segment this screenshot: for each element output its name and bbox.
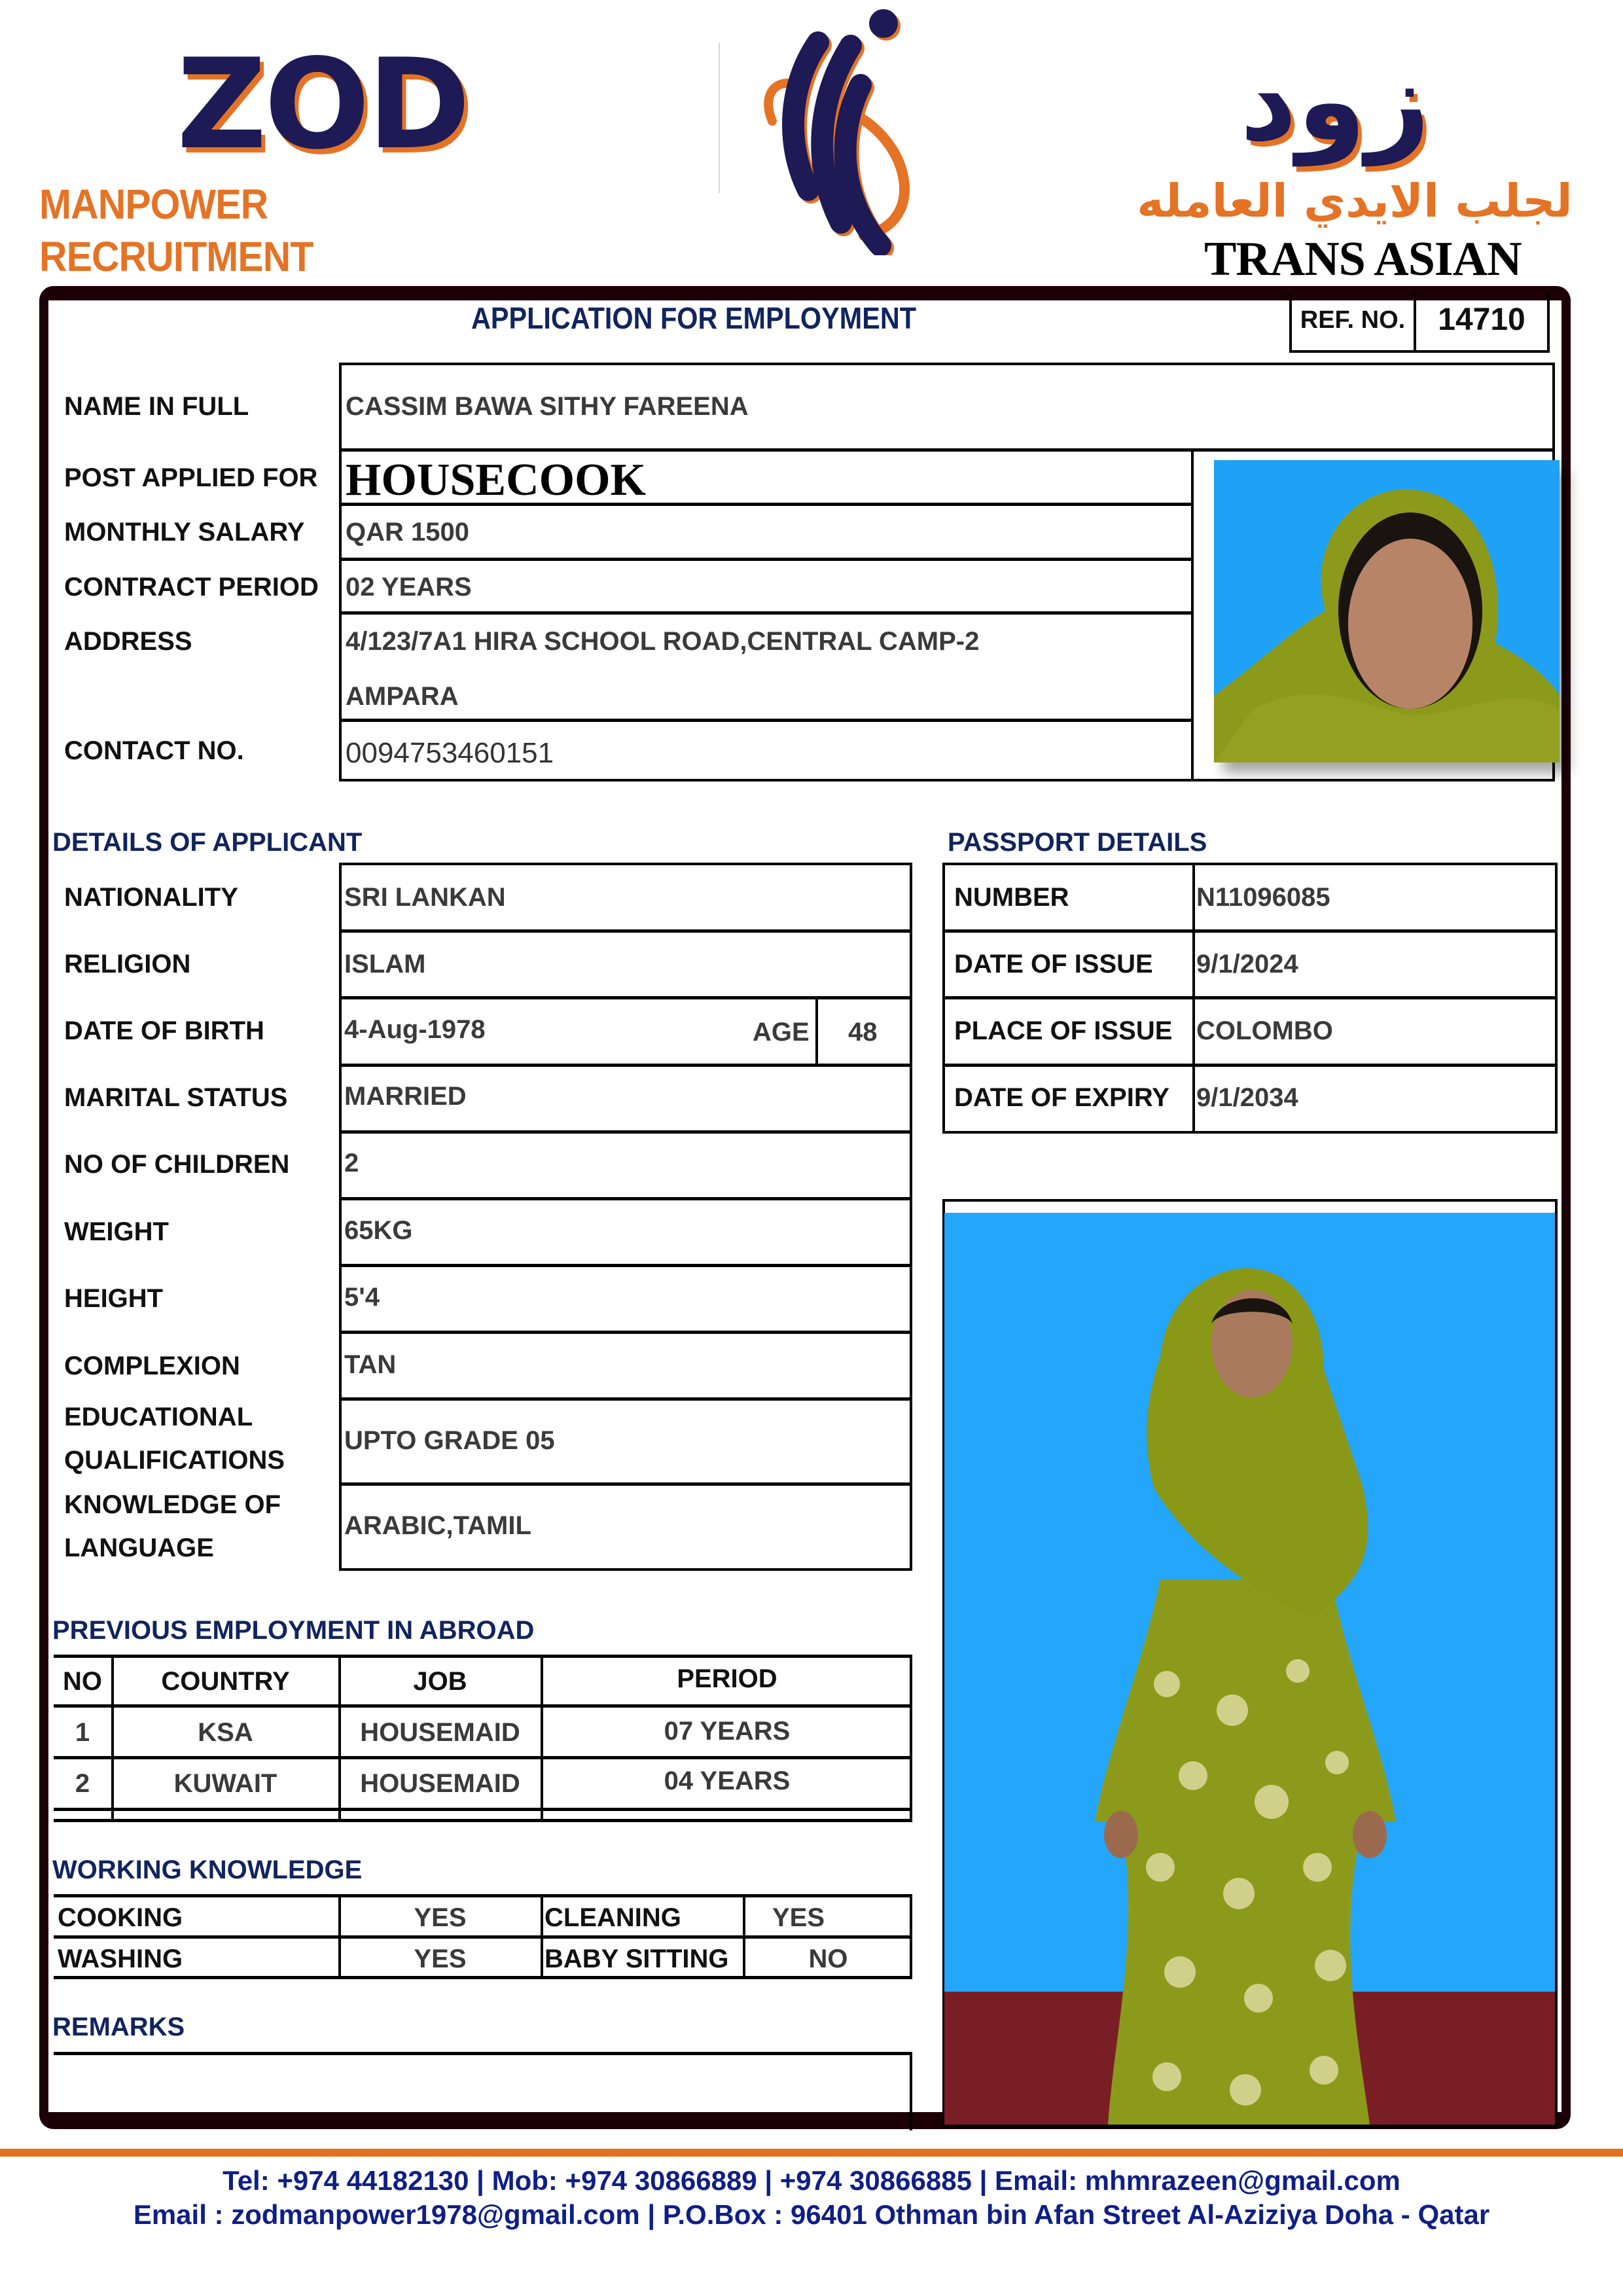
salary-label: MONTHLY SALARY	[64, 518, 305, 547]
applicant-full-body-photo	[944, 1213, 1555, 2125]
employment-row-1-country: KSA	[198, 1718, 253, 1747]
remarks-section-title: REMARKS	[52, 2013, 185, 2041]
nationality-label: NATIONALITY	[64, 883, 238, 912]
issue-place-value: COLOMBO	[1196, 1016, 1333, 1045]
zod-logo-text: ZOD	[177, 32, 469, 177]
language-label-1: KNOWLEDGE OF	[64, 1490, 281, 1519]
marital-status-label: MARITAL STATUS	[64, 1083, 288, 1112]
post-value: HOUSECOOK	[346, 455, 646, 505]
passport-number-label: NUMBER	[954, 883, 1069, 912]
row-divider	[339, 1130, 912, 1134]
employment-row-2-country: KUWAIT	[173, 1769, 277, 1798]
employment-row-2-no: 2	[75, 1769, 90, 1798]
education-label-2: QUALIFICATIONS	[64, 1446, 285, 1475]
remarks-box	[54, 2052, 912, 2130]
weight-value: 65KG	[344, 1216, 413, 1245]
row-divider	[942, 996, 1558, 999]
row-divider	[339, 611, 1194, 615]
employment-section-title: PREVIOUS EMPLOYMENT IN ABROAD	[52, 1616, 535, 1645]
row-divider	[54, 1756, 912, 1759]
passport-number-value: N11096085	[1196, 883, 1330, 912]
issue-place-label: PLACE OF ISSUE	[954, 1016, 1173, 1045]
height-value: 5'4	[344, 1283, 380, 1312]
skill-babysitting-value: NO	[808, 1945, 848, 1973]
row-divider	[54, 1935, 912, 1939]
religion-label: RELIGION	[64, 950, 191, 978]
post-label: POST APPLIED FOR	[64, 463, 318, 492]
skill-babysitting-label: BABY SITTING	[544, 1945, 729, 1973]
remarks-value	[54, 2055, 910, 2068]
age-value: 48	[848, 1018, 878, 1047]
education-label-1: EDUCATIONAL	[64, 1403, 253, 1431]
people-logo-icon	[733, 7, 929, 255]
skill-cleaning-value: YES	[772, 1903, 825, 1932]
skill-washing-value: YES	[414, 1945, 467, 1973]
skill-cooking-value: YES	[414, 1903, 467, 1932]
row-divider	[54, 1704, 912, 1708]
nationality-value: SRI LANKAN	[344, 883, 506, 912]
address-label: ADDRESS	[64, 627, 192, 656]
expiry-date-label: DATE OF EXPIRY	[954, 1083, 1169, 1112]
footer-contact-line-2: Email : zodmanpower1978@gmail.com | P.O.Box : 96401 Othman bin Afan Street Al-Aziziya Doha - Qatar	[133, 2199, 1490, 2230]
applicant-section-title: DETAILS OF APPLICANT	[52, 828, 363, 857]
complexion-label: COMPLEXION	[64, 1352, 240, 1380]
row-divider	[339, 558, 1194, 561]
contact-value: 0094753460151	[346, 737, 554, 769]
children-label: NO OF CHILDREN	[64, 1150, 290, 1179]
name-value: CASSIM BAWA SITHY FAREENA	[346, 392, 749, 421]
contract-label: CONTRACT PERIOD	[64, 573, 319, 601]
row-divider	[339, 929, 912, 933]
expiry-date-value: 9/1/2034	[1196, 1083, 1298, 1112]
row-divider	[339, 1064, 912, 1067]
arabic-tagline: لجلب الايدي العامله	[1137, 174, 1573, 228]
form-title: APPLICATION FOR EMPLOYMENT	[471, 301, 917, 335]
dob-label: DATE OF BIRTH	[64, 1016, 264, 1045]
employment-header-job: JOB	[413, 1667, 467, 1696]
employment-header-country: COUNTRY	[161, 1667, 290, 1696]
partner-name: TRANS ASIAN	[1204, 232, 1522, 286]
ref-value: 14710	[1438, 302, 1525, 337]
row-divider	[339, 719, 1194, 722]
applicant-headshot-photo	[1214, 460, 1560, 762]
row-divider	[339, 996, 912, 999]
language-label-2: LANGUAGE	[64, 1534, 214, 1562]
skill-cleaning-label: CLEANING	[544, 1903, 681, 1932]
footer-accent-bar	[0, 2149, 1623, 2157]
employment-header-period: PERIOD	[677, 1664, 777, 1693]
row-divider	[942, 1064, 1558, 1067]
employment-row-1-period: 07 YEARS	[664, 1717, 791, 1746]
religion-value: ISLAM	[344, 950, 426, 978]
employment-header-no: NO	[63, 1667, 102, 1696]
marital-status-value: MARRIED	[344, 1082, 467, 1111]
contact-label: CONTACT NO.	[64, 736, 244, 765]
skill-cooking-label: COOKING	[58, 1903, 183, 1932]
dob-value: 4-Aug-1978	[344, 1015, 486, 1044]
employment-row-2-period: 04 YEARS	[664, 1767, 791, 1795]
contract-value: 02 YEARS	[346, 573, 472, 601]
language-value: ARABIC,TAMIL	[344, 1511, 531, 1540]
arabic-brand-text: زود	[1240, 37, 1431, 166]
age-divider	[815, 996, 818, 1065]
row-divider	[942, 929, 1558, 933]
name-label: NAME IN FULL	[64, 392, 249, 421]
row-divider	[54, 1808, 912, 1811]
skill-washing-label: WASHING	[58, 1945, 183, 1973]
address-line-1: 4/123/7A1 HIRA SCHOOL ROAD,CENTRAL CAMP-2	[346, 627, 980, 656]
employment-row-1-no: 1	[75, 1718, 90, 1747]
row-divider	[339, 1397, 912, 1401]
address-line-2: AMPARA	[346, 682, 459, 711]
knowledge-section-title: WORKING KNOWLEDGE	[52, 1856, 363, 1884]
issue-date-label: DATE OF ISSUE	[954, 950, 1153, 978]
ref-label: REF. NO.	[1292, 294, 1416, 350]
passport-section-title: PASSPORT DETAILS	[948, 828, 1207, 857]
age-label: AGE	[753, 1018, 810, 1047]
header-divider	[719, 43, 720, 193]
height-label: HEIGHT	[64, 1284, 164, 1313]
complexion-value: TAN	[344, 1350, 397, 1379]
education-value: UPTO GRADE 05	[344, 1426, 555, 1455]
ref-number-box	[1289, 294, 1550, 353]
salary-value: QAR 1500	[346, 518, 469, 547]
employment-row-2-job: HOUSEMAID	[360, 1769, 520, 1798]
row-divider	[339, 1482, 912, 1486]
brand-tagline: MANPOWER RECRUITMENT	[39, 181, 313, 280]
weight-label: WEIGHT	[64, 1217, 169, 1246]
row-divider	[339, 1264, 912, 1267]
row-divider	[339, 1197, 912, 1200]
children-value: 2	[344, 1149, 359, 1177]
footer-contact-line-1: Tel: +974 44182130 | Mob: +974 30866889 | +974 30866885 | Email: mhmrazeen@gmail.com	[223, 2165, 1400, 2196]
issue-date-value: 9/1/2024	[1196, 950, 1298, 978]
row-divider	[339, 1331, 912, 1334]
employment-row-1-job: HOUSEMAID	[360, 1718, 520, 1747]
